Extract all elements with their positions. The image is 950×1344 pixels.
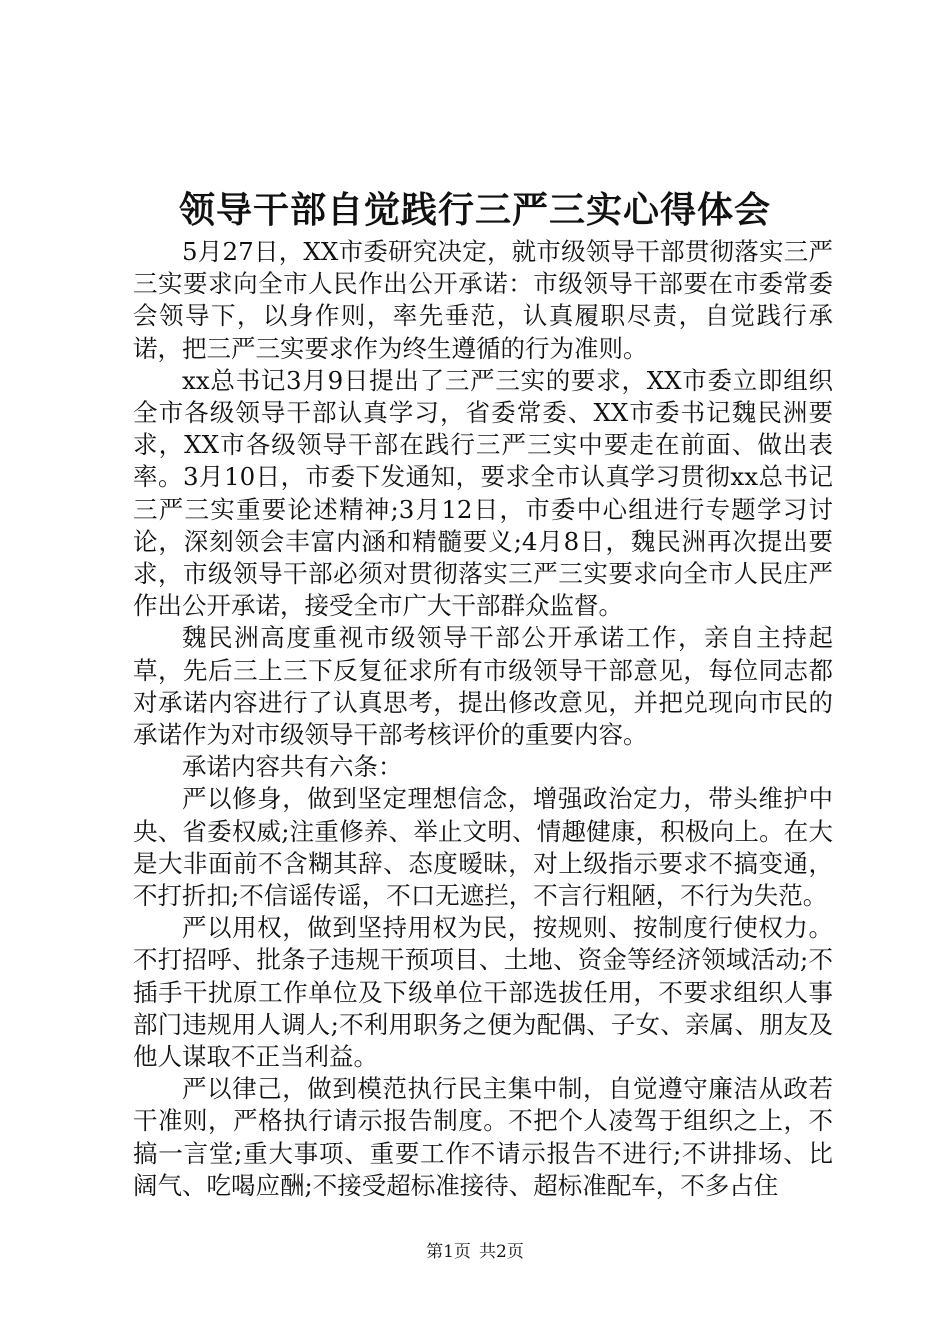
paragraph: xx总书记3月9日提出了三严三实的要求，XX市委立即组织全市各级领导干部认真学习，省委常委、XX市委书记魏民洲要求，XX市各级领导干部在践行三严三实中要走在前面、做出表率。3月10日，市委下发通知，要求全市认真学习贯彻xx总书记三严三实重要论述精神;3月12日，市委中心组进行专题学习讨论，深刻领会丰富内涵和精髓要义;4月8日，魏民洲再次提出要求，市级领导干部必须对贯彻落实三严三实要求向全市人民庄严作出公开承诺，接受全市广大干部群众监督。	[133, 365, 833, 621]
paragraph: 严以律己，做到模范执行民主集中制，自觉遵守廉洁从政若干准则，严格执行请示报告制度。不把个人凌驾于组织之上，不搞一言堂;重大事项、重要工作不请示报告不进行;不讲排场、比阔气、吃喝应酬;不接受超标准接待、超标准配车，不多占住	[133, 1074, 833, 1200]
paragraph: 严以用权，做到坚持用权为民，按规则、按制度行使权力。不打招呼、批条子违规干预项目、土地、资金等经济领域活动;不插手干扰原工作单位及下级单位干部选拔任用，不要求组织人事部门违规用人调人;不利用职务之便为配偶、子女、亲属、朋友及他人谋取不正当利益。	[133, 913, 833, 1072]
page-total: 共2页	[479, 1242, 524, 1262]
paragraph: 承诺内容共有六条：	[182, 752, 403, 782]
paragraph: 5月27日，XX市委研究决定，就市级领导干部贯彻落实三严三实要求向全市人民作出公开承诺：市级领导干部要在市委常委会领导下，以身作则，率先垂范，认真履职尽责，自觉践行承诺，把三严三实要求作为终生遵循的行为准则。	[133, 237, 833, 363]
paragraph: 魏民洲高度重视市级领导干部公开承诺工作，亲自主持起草，先后三上三下反复征求所有市级领导干部意见，每位同志都对承诺内容进行了认真思考，提出修改意见，并把兑现向市民的承诺作为对市级领导干部考核评价的重要内容。	[133, 623, 833, 750]
page-footer	[0, 1240, 950, 1264]
document-body	[133, 236, 833, 1202]
page-number: 第1页	[426, 1242, 471, 1262]
document-title: 领导干部自觉践行三严三实心得体会	[178, 189, 771, 231]
paragraph: 严以修身，做到坚定理想信念，增强政治定力，带头维护中央、省委权威;注重修养、举止文明、情趣健康，积极向上。在大是大非面前不含糊其辞、态度暧昧，对上级指示要求不搞变通，不打折扣;不信谣传谣，不口无遮拦，不言行粗陋，不行为失范。	[133, 784, 833, 911]
